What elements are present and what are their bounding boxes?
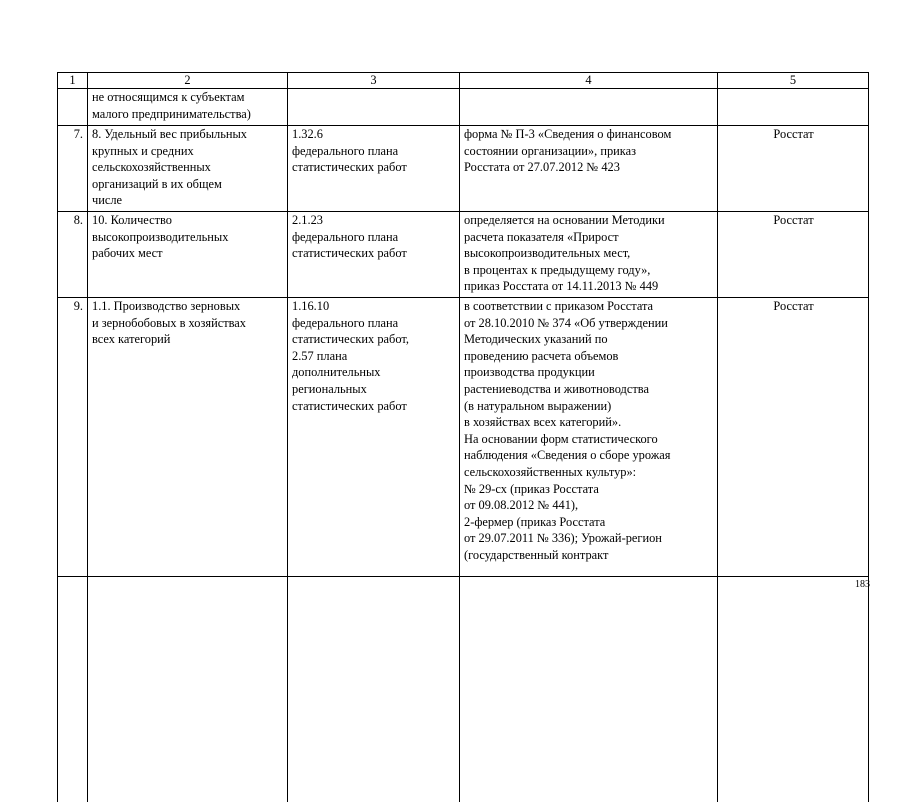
row-number-cell: 9.	[58, 298, 88, 802]
statistics-table	[57, 72, 869, 802]
page-bottom-rule	[57, 576, 868, 577]
column-header-1: 1	[58, 73, 88, 89]
table-row	[58, 298, 869, 802]
source-cell: Росстат	[718, 298, 869, 802]
plan-cell: 1.16.10 федерального плана статистических работ, 2.57 плана дополнительных региональных статистических работ	[288, 298, 460, 802]
method-cell: определяется на основании Методики расчета показателя «Прирост высокопроизводительных мест, в процентах к предыдущему году», приказ Росстата от 14.11.2013 № 449	[460, 212, 718, 298]
plan-cell: 2.1.23 федерального плана статистических работ	[288, 212, 460, 298]
indicator-cell: 1.1. Производство зерновых и зернобобовых в хозяйствах всех категорий	[88, 298, 288, 802]
source-cell: Росстат	[718, 212, 869, 298]
row-number-cell: 7.	[58, 126, 88, 212]
plan-cell: 1.32.6 федерального плана статистических работ	[288, 126, 460, 212]
method-cell: форма № П-3 «Сведения о финансовом состоянии организации», приказ Росстата от 27.07.2012 № 423	[460, 126, 718, 212]
row-number-cell: 8.	[58, 212, 88, 298]
column-header-2: 2	[88, 73, 288, 89]
table-row	[58, 212, 869, 298]
indicator-cell: 10. Количество высокопроизводительных рабочих мест	[88, 212, 288, 298]
method-cell: в соответствии с приказом Росстата от 28.10.2010 № 374 «Об утверждении Методических указаний по проведению расчета объемов производства продукции растениеводства и животноводства (в натуральном выражении) в хозяйствах всех категорий». На основании форм статистического наблюдения «Сведения о сборе урожая сельскохозяйственных культур»: № 29-сх (приказ Росстата от 09.08.2012 № 441), 2-фермер (приказ Росстата от 29.07.2011 № 336); Урожай-регион (государственный контракт	[460, 298, 718, 802]
plan-cell	[288, 89, 460, 126]
column-header-4: 4	[460, 73, 718, 89]
source-cell: Росстат	[718, 126, 869, 212]
table-row	[58, 126, 869, 212]
row-number-cell	[58, 89, 88, 126]
table-header-row	[58, 73, 869, 89]
page-number: 183	[840, 579, 870, 590]
source-cell	[718, 89, 869, 126]
method-cell	[460, 89, 718, 126]
table-row	[58, 89, 869, 126]
indicator-cell: 8. Удельный вес прибыльных крупных и средних сельскохозяйственных организаций в их общем числе	[88, 126, 288, 212]
column-header-3: 3	[288, 73, 460, 89]
indicator-cell: не относящимся к субъектам малого предпринимательства)	[88, 89, 288, 126]
column-header-5: 5	[718, 73, 869, 89]
